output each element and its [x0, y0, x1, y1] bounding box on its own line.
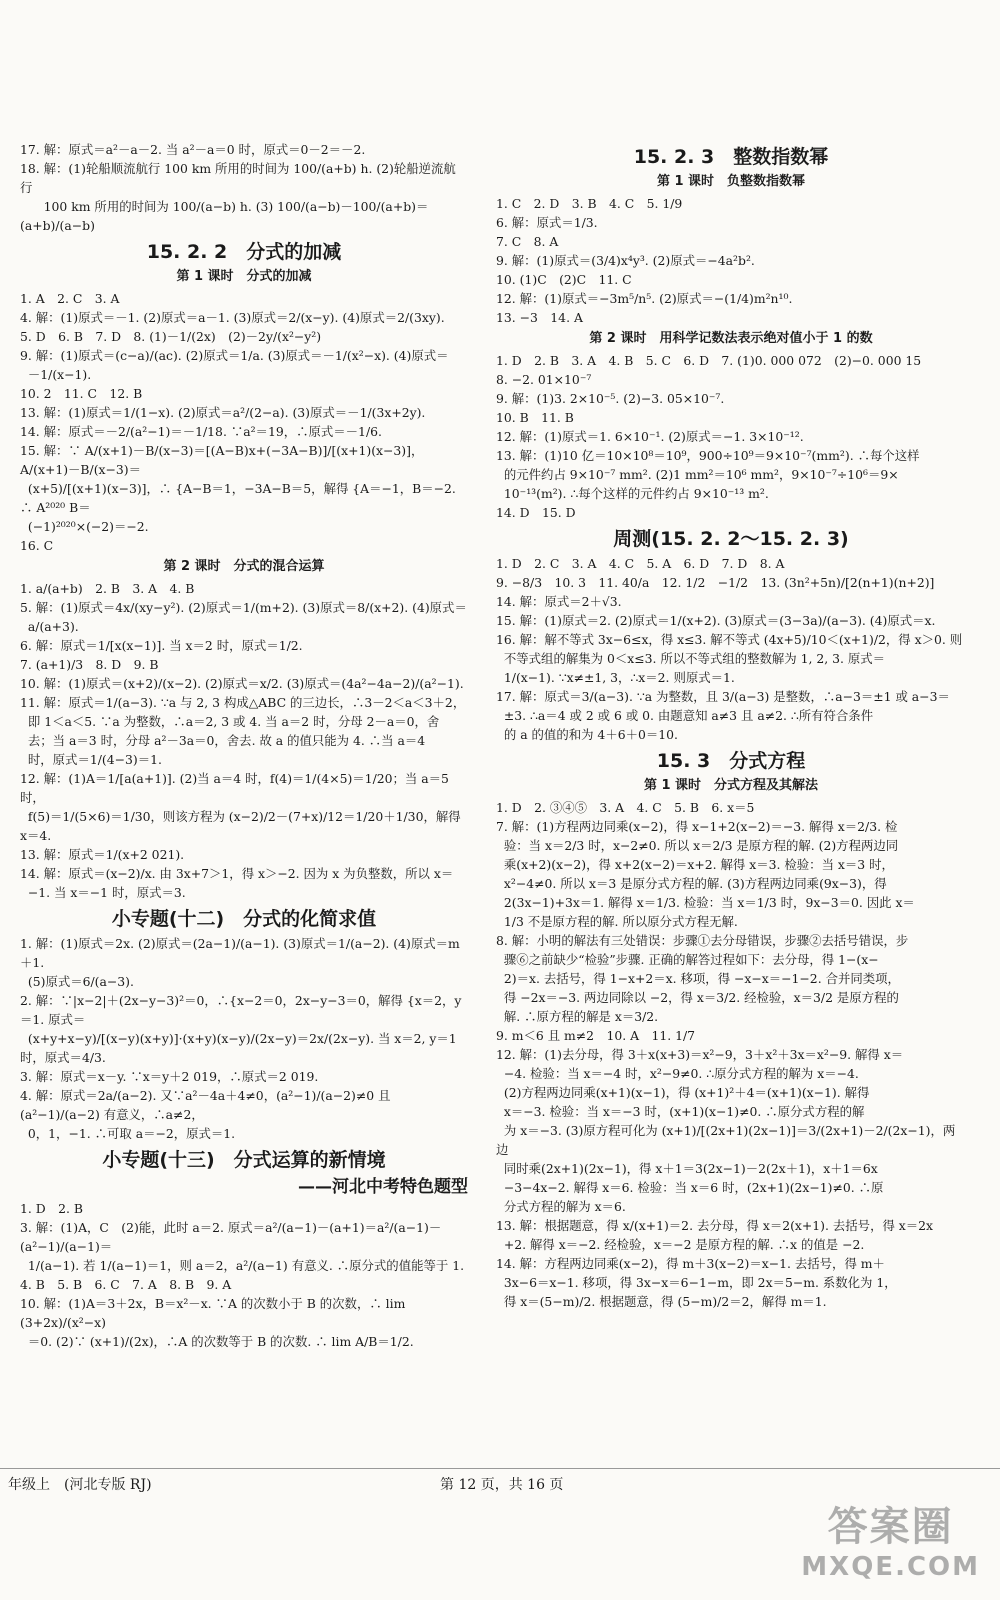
answer-line: 8. 解：小明的解法有三处错误：步骤①去分母错误，步骤②去括号错误，步	[496, 933, 909, 948]
answer-line: x＝−3. 检验：当 x＝−3 时，(x+1)(x−1)≠0. ∴原分式方程的解	[496, 1104, 865, 1119]
answer-line: 去；当 a＝3 时，分母 a²－3a＝0，舍去. 故 a 的值只能为 4. ∴当 a＝4	[20, 733, 426, 748]
answer-line: 15. 解：∵ A/(x+1)－B/(x−3)＝[(A−B)x+(−3A−B)]/[(x+1)(x−3)]，A/(x+1)－B/(x−3)＝	[20, 443, 424, 477]
answer-line: 验：当 x＝2/3 时，x−2≠0. 所以 x＝2/3 是原方程的解. (2)方程两边同	[496, 838, 899, 853]
answer-line: 16. C	[20, 538, 54, 553]
answer-line: 10. (1)C (2)C 11. C	[496, 272, 632, 287]
watermark-en: MXQE.COM	[801, 1552, 980, 1582]
answer-line: 解. ∴原方程的解是 x＝3/2.	[496, 1009, 659, 1024]
answer-line: 7. 解：(1)方程两边同乘(x−2)，得 x−1+2(x−2)＝−3. 解得 x＝2/3. 检	[496, 819, 898, 834]
answer-line: 4. 解：(1)原式＝－1. (2)原式＝a－1. (3)原式＝2/(x−y). (4)原式＝2/(3xy).	[20, 310, 445, 325]
answer-line: 2)＝x. 去括号，得 1−x+2＝x. 移项，得 −x−x＝−1−2. 合并同类项，	[496, 971, 900, 986]
answer-line: －1/(x−1).	[20, 367, 92, 382]
answer-line: a/(a+3).	[20, 619, 79, 634]
answer-line: f(5)＝1/(5×6)＝1/30，则该方程为 (x−2)/2－(7+x)/12＝1/20＋1/30，解得 x＝4.	[20, 809, 465, 843]
lesson-title: 第 2 课时 用科学记数法表示绝对值小于 1 的数	[589, 331, 873, 346]
answer-line: 100 km 所用的时间为 100/(a−b) h. (3) 100/(a−b)－100/(a+b)＝(a+b)/(a−b)	[20, 199, 429, 233]
answer-line: 1. D 2. C 3. A 4. C 5. A 6. D 7. D 8. A	[496, 556, 785, 571]
answer-line: 3x−6＝x−1. 移项，得 3x−x＝6−1−m，即 2x＝5−m. 系数化为 1，	[496, 1275, 897, 1290]
answer-line: 17. 解：原式＝a²－a－2. 当 a²－a＝0 时，原式＝0－2＝－2.	[20, 142, 366, 157]
lesson-title: 第 1 课时 分式方程及其解法	[643, 778, 819, 793]
section-title: 15. 2. 3 整数指数幂	[633, 146, 829, 168]
answer-line: 10. 解：(1)A＝3＋2x，B＝x²－x. ∵A 的次数小于 B 的次数，∴ lim (3+2x)/(x²−x)	[20, 1296, 410, 1330]
answer-line: 13. 解：根据题意，得 x/(x+1)＝2. 去分母，得 x＝2(x+1). 去括号，得 x＝2x	[496, 1218, 934, 1233]
answer-line: 乘(x+2)(x−2)，得 x+2(x−2)＝x+2. 解得 x＝3. 检验：当 x＝3 时，	[496, 857, 894, 872]
answer-line: 1. D 2. B 3. A 4. B 5. C 6. D 7. (1)0. 000 072 (2)−0. 000 15	[496, 353, 922, 368]
answer-line: (x+5)/[(x+1)(x−3)]，∴ {A−B＝1，−3A−B＝5，解得 {A＝−1，B＝−2. ∴ A²⁰²⁰ B＝	[20, 481, 460, 515]
answer-line: 12. 解：(1)原式＝−3m⁵/n⁵. (2)原式＝−(1/4)m²n¹⁰.	[496, 291, 793, 306]
answer-line: (−1)²⁰²⁰×(−2)＝−2.	[20, 519, 149, 534]
answer-line: −1. 当 x＝−1 时，原式＝3.	[20, 885, 186, 900]
answer-line: 的元件约占 9×10⁻⁷ mm². (2)1 mm²＝10⁶ mm²，9×10⁻⁷÷10⁶＝9×	[496, 467, 899, 482]
answer-line: 不等式组的解集为 0＜x≤3. 所以不等式组的整数解为 1, 2, 3. 原式＝	[496, 651, 886, 666]
answer-line: ±3. ∴a＝4 或 2 或 6 或 0. 由题意知 a≠3 且 a≠2. ∴所有符合条件	[496, 708, 874, 723]
answer-line: 13. 解：(1)原式＝1/(1−x). (2)原式＝a²/(2−a). (3)原式＝－1/(3x+2y).	[20, 405, 426, 420]
answer-line: (x+y+x−y)/[(x−y)(x+y)]·(x+y)(x−y)/(2x−y)＝2x/(2x−y). 当 x＝2, y＝1 时，原式＝4/3.	[20, 1031, 461, 1065]
answer-line: 2(3x−1)+3x＝1. 解得 x＝1/3. 检验：当 x＝1/3 时，9x−3＝0. 因此 x＝	[496, 895, 915, 910]
answer-line: 分式方程的解为 x＝6.	[496, 1199, 626, 1214]
left-column	[20, 140, 468, 1351]
answer-line: 9. 解：(1)3. 2×10⁻⁵. (2)−3. 05×10⁻⁷.	[496, 391, 725, 406]
right-column	[496, 140, 966, 1311]
answer-line: x²−4≠0. 所以 x＝3 是原分式方程的解. (3)方程两边同乘(9x−3)，得	[496, 876, 887, 891]
section-subtitle: ——河北中考特色题型	[298, 1177, 468, 1197]
footer-grade-label: 年级上 (河北专版 RJ)	[8, 1477, 152, 1493]
answer-line: 7. C 8. A	[496, 234, 559, 249]
answer-line: 14. 解：方程两边同乘(x−2)，得 m＋3(x−2)＝x−1. 去括号，得 m＋	[496, 1256, 885, 1271]
answer-line: 13. −3 14. A	[496, 310, 583, 325]
answer-line: 得 −2x＝−3. 两边同除以 −2，得 x＝3/2. 经检验，x＝3/2 是原方程的	[496, 990, 899, 1005]
answer-line: 1. 解：(1)原式＝2x. (2)原式＝(2a−1)/(a−1). (3)原式＝1/(a−2). (4)原式＝m＋1.	[20, 936, 460, 970]
answer-line: 9. 解：(1)原式＝(c−a)/(ac). (2)原式＝1/a. (3)原式＝－1/(x²−x). (4)原式＝	[20, 348, 449, 363]
answer-line: 16. 解：解不等式 3x−6≤x，得 x≤3. 解不等式 (4x+5)/10＜(x+1)/2，得 x＞0. 则	[496, 632, 963, 647]
answer-line: 10. B 11. B	[496, 410, 574, 425]
answer-line: 14. D 15. D	[496, 505, 576, 520]
answer-line: 0，1，−1. ∴可取 a＝−2，原式＝1.	[20, 1126, 236, 1141]
answer-line: 6. 解：原式＝1/3.	[496, 215, 598, 230]
answer-line: 即 1＜a＜5. ∵a 为整数，∴a＝2, 3 或 4. 当 a＝2 时，分母 2－a＝0，舍	[20, 714, 440, 729]
answer-line: 10⁻¹³(m²). ∴每个这样的元件约占 9×10⁻¹³ m².	[496, 486, 769, 501]
answer-line: 18. 解：(1)轮船顺流航行 100 km 所用的时间为 100/(a+b) h. (2)轮船逆流航行	[20, 161, 456, 195]
answer-line: 3. 解：原式＝x－y. ∵x＝y＋2 019，∴原式＝2 019.	[20, 1069, 319, 1084]
section-title: 小专题(十二) 分式的化简求值	[111, 908, 377, 930]
section-title: 小专题(十三) 分式运算的新情境	[102, 1149, 386, 1171]
answer-line: 1. D 2. ③④⑤ 3. A 4. C 5. B 6. x＝5	[496, 800, 755, 815]
answer-line: 为 x＝−3. (3)原方程可化为 (x+1)/[(2x+1)(2x−1)]＝3/(2x+1)－2/(2x−1)，两边	[496, 1123, 956, 1157]
watermark-logo	[801, 1495, 980, 1582]
answer-line: 15. 解：(1)原式＝2. (2)原式＝1/(x+2). (3)原式＝(3−3a)/(a−3). (4)原式＝x.	[496, 613, 936, 628]
answer-line: −4. 检验：当 x＝−4 时，x²−9≠0. ∴原分式方程的解为 x＝−4.	[496, 1066, 859, 1081]
answer-line: 的 a 的值的和为 4＋6＋0＝10.	[496, 727, 678, 742]
footer-divider	[0, 1468, 1000, 1469]
watermark-cn: 答案圈	[827, 1504, 954, 1550]
answer-line: 骤⑥之前缺少“检验”步骤. 正确的解答过程如下：去分母，得 1−(x−	[496, 952, 879, 967]
answer-line: 1/(x−1). ∵x≠±1, 3，∴x＝2. 则原式＝1.	[496, 670, 735, 685]
section-title: 15. 3 分式方程	[656, 750, 806, 772]
lesson-title: 第 2 课时 分式的混合运算	[163, 559, 325, 574]
answer-line: 12. 解：(1)A＝1/[a(a+1)]. (2)当 a＝4 时，f(4)＝1/(4×5)＝1/20；当 a＝5 时，	[20, 771, 453, 805]
answer-line: 得 x＝(5−m)/2. 根据题意，得 (5−m)/2＝2，解得 m＝1.	[496, 1294, 827, 1309]
answer-line: 4. 解：原式＝2a/(a−2). 又∵a²－4a＋4≠0，(a²−1)/(a−2)≠0 且 (a²−1)/(a−2) 有意义，∴a≠2，	[20, 1088, 395, 1122]
answer-line: 14. 解：原式＝－2/(a²−1)＝－1/18. ∵a²＝19，∴原式＝－1/6.	[20, 424, 382, 439]
answer-line: 9. −8/3 10. 3 11. 40/a 12. 1/2 −1/2 13. (3n²+5n)/[2(n+1)(n+2)]	[496, 575, 935, 590]
answer-line: 1. a/(a+b) 2. B 3. A 4. B	[20, 581, 195, 596]
answer-line: 12. 解：(1)去分母，得 3＋x(x+3)＝x²−9，3＋x²＋3x＝x²−9. 解得 x＝	[496, 1047, 904, 1062]
answer-line: +2. 解得 x＝−2. 经检验，x＝−2 是原方程的解. ∴x 的值是 −2.	[496, 1237, 865, 1252]
answer-line: 1. D 2. B	[20, 1201, 83, 1216]
answer-line: 同时乘(2x+1)(2x−1)，得 x＋1＝3(2x−1)－2(2x＋1)，x＋1＝6x	[496, 1161, 878, 1176]
answer-line: 6. 解：原式＝1/[x(x−1)]. 当 x＝2 时，原式＝1/2.	[20, 638, 303, 653]
answer-line: 9. 解：(1)原式＝(3/4)x⁴y³. (2)原式＝−4a²b².	[496, 253, 755, 268]
answer-line: 时，原式＝1/(4−3)＝1.	[20, 752, 162, 767]
answer-line: 12. 解：(1)原式＝1. 6×10⁻¹. (2)原式＝−1. 3×10⁻¹².	[496, 429, 804, 444]
section-title: 15. 2. 2 分式的加减	[146, 241, 342, 263]
answer-line: 17. 解：原式＝3/(a−3). ∵a 为整数，且 3/(a−3) 是整数，∴a−3＝±1 或 a−3＝	[496, 689, 950, 704]
answer-line: 1. C 2. D 3. B 4. C 5. 1/9	[496, 196, 683, 211]
answer-line: ＝0. (2)∵ (x+1)/(2x)，∴A 的次数等于 B 的次数. ∴ lim A/B＝1/2.	[20, 1334, 414, 1349]
answer-line: 13. 解：原式＝1/(x+2 021).	[20, 847, 185, 862]
answer-line: 1. A 2. C 3. A	[20, 291, 120, 306]
answer-line: 9. m＜6 且 m≠2 10. A 11. 1/7	[496, 1028, 696, 1043]
answer-line: 11. 解：原式＝1/(a−3). ∵a 与 2, 3 构成△ABC 的三边长，∴3－2＜a＜3＋2，	[20, 695, 466, 710]
answer-line: 7. (a+1)/3 8. D 9. B	[20, 657, 159, 672]
answer-line: 10. 2 11. C 12. B	[20, 386, 143, 401]
answer-line: 5. D 6. B 7. D 8. (1)－1/(2x) (2)－2y/(x²−y²)	[20, 329, 322, 344]
answer-line: 8. −2. 01×10⁻⁷	[496, 372, 592, 387]
answer-line: 14. 解：原式＝2＋√3.	[496, 594, 622, 609]
page-number: 第 12 页，共 16 页	[440, 1477, 564, 1493]
answer-line: 5. 解：(1)原式＝4x/(xy−y²). (2)原式＝1/(m+2). (3)原式＝8/(x+2). (4)原式＝	[20, 600, 467, 615]
lesson-title: 第 1 课时 分式的加减	[176, 269, 312, 284]
lesson-title: 第 1 课时 负整数指数幂	[656, 174, 806, 189]
answer-line: 14. 解：原式＝(x−2)/x. 由 3x+7＞1，得 x＞−2. 因为 x 为负整数，所以 x＝	[20, 866, 454, 881]
answer-line: 1/3 不是原方程的解. 所以原分式方程无解.	[496, 914, 738, 929]
answer-line: 13. 解：(1)10 亿＝10×10⁸＝10⁹，900÷10⁹＝9×10⁻⁷(mm²). ∴每个这样	[496, 448, 920, 463]
answer-line: 10. 解：(1)原式＝(x+2)/(x−2). (2)原式＝x/2. (3)原式＝(4a²−4a−2)/(a²−1).	[20, 676, 464, 691]
answer-line: (2)方程两边同乘(x+1)(x−1)，得 (x+1)²＋4＝(x+1)(x−1). 解得	[496, 1085, 870, 1100]
answer-line: 2. 解：∵|x−2|＋(2x−y−3)²＝0，∴{x−2＝0，2x−y−3＝0，解得 {x＝2，y＝1. 原式＝	[20, 993, 462, 1027]
answer-line: (5)原式＝6/(a−3).	[20, 974, 134, 989]
section-title: 周测(15. 2. 2～15. 2. 3)	[613, 528, 849, 550]
answer-line: 3. 解：(1)A，C (2)能，此时 a＝2. 原式＝a²/(a−1)－(a+1)＝a²/(a−1)－(a²−1)/(a−1)＝	[20, 1220, 442, 1254]
answer-line: 4. B 5. B 6. C 7. A 8. B 9. A	[20, 1277, 232, 1292]
answer-line: −3−4x−2. 解得 x＝6. 检验：当 x＝6 时，(2x+1)(2x−1)≠0. ∴原	[496, 1180, 884, 1195]
answer-line: 1/(a−1). 若 1/(a−1)＝1，则 a＝2，a²/(a−1) 有意义. ∴原分式的值能等于 1.	[20, 1258, 465, 1273]
